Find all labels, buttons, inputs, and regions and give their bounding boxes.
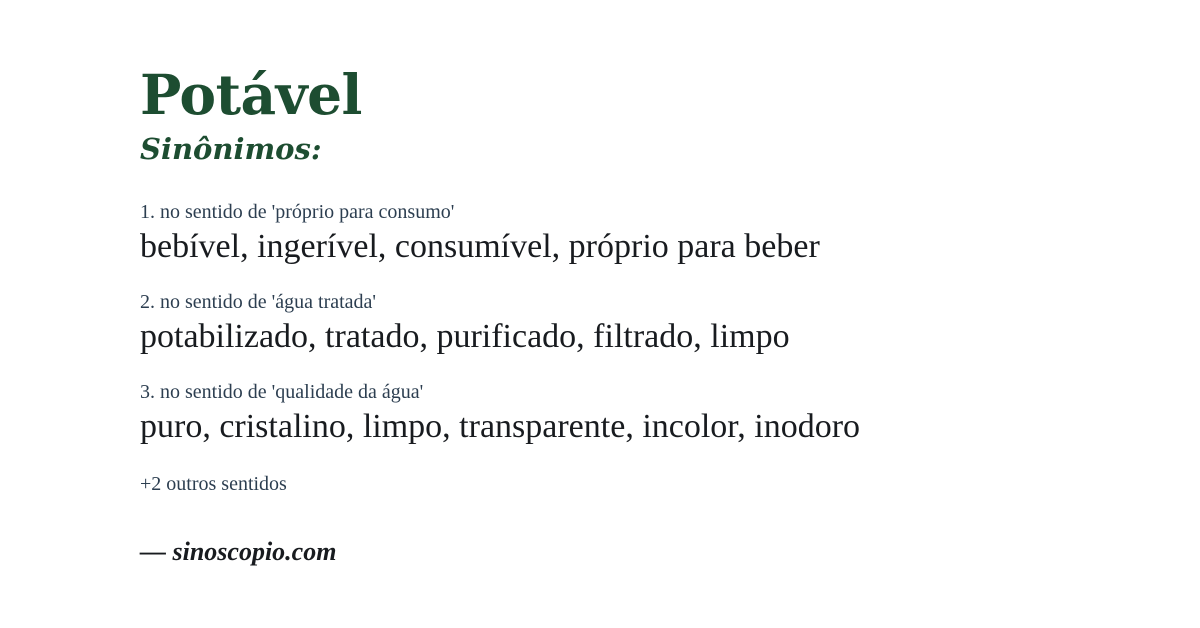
page-title: Potável [140,62,362,127]
sense-context-label: 2. no sentido de 'água tratada' [140,291,377,314]
sense-item-1 [140,200,1140,268]
synonyms-subtitle: Sinônimos: [140,131,322,166]
more-senses-link[interactable]: +2 outros sentidos [140,472,287,495]
senses-list [140,200,1140,447]
sense-context-label: 3. no sentido de 'qualidade da água' [140,380,424,403]
sense-item-2 [140,290,1140,358]
sense-item-3 [140,380,1140,448]
sense-context-label: 1. no sentido de 'próprio para consumo' [140,201,455,224]
source-attribution: — sinoscopio.com [140,536,337,566]
sense-synonyms-text: bebível, ingerível, consumível, próprio para beber [140,228,820,266]
sense-synonyms-text: potabilizado, tratado, purificado, filtrado, limpo [140,318,790,356]
sense-synonyms-text: puro, cristalino, limpo, transparente, incolor, inodoro [140,407,861,445]
